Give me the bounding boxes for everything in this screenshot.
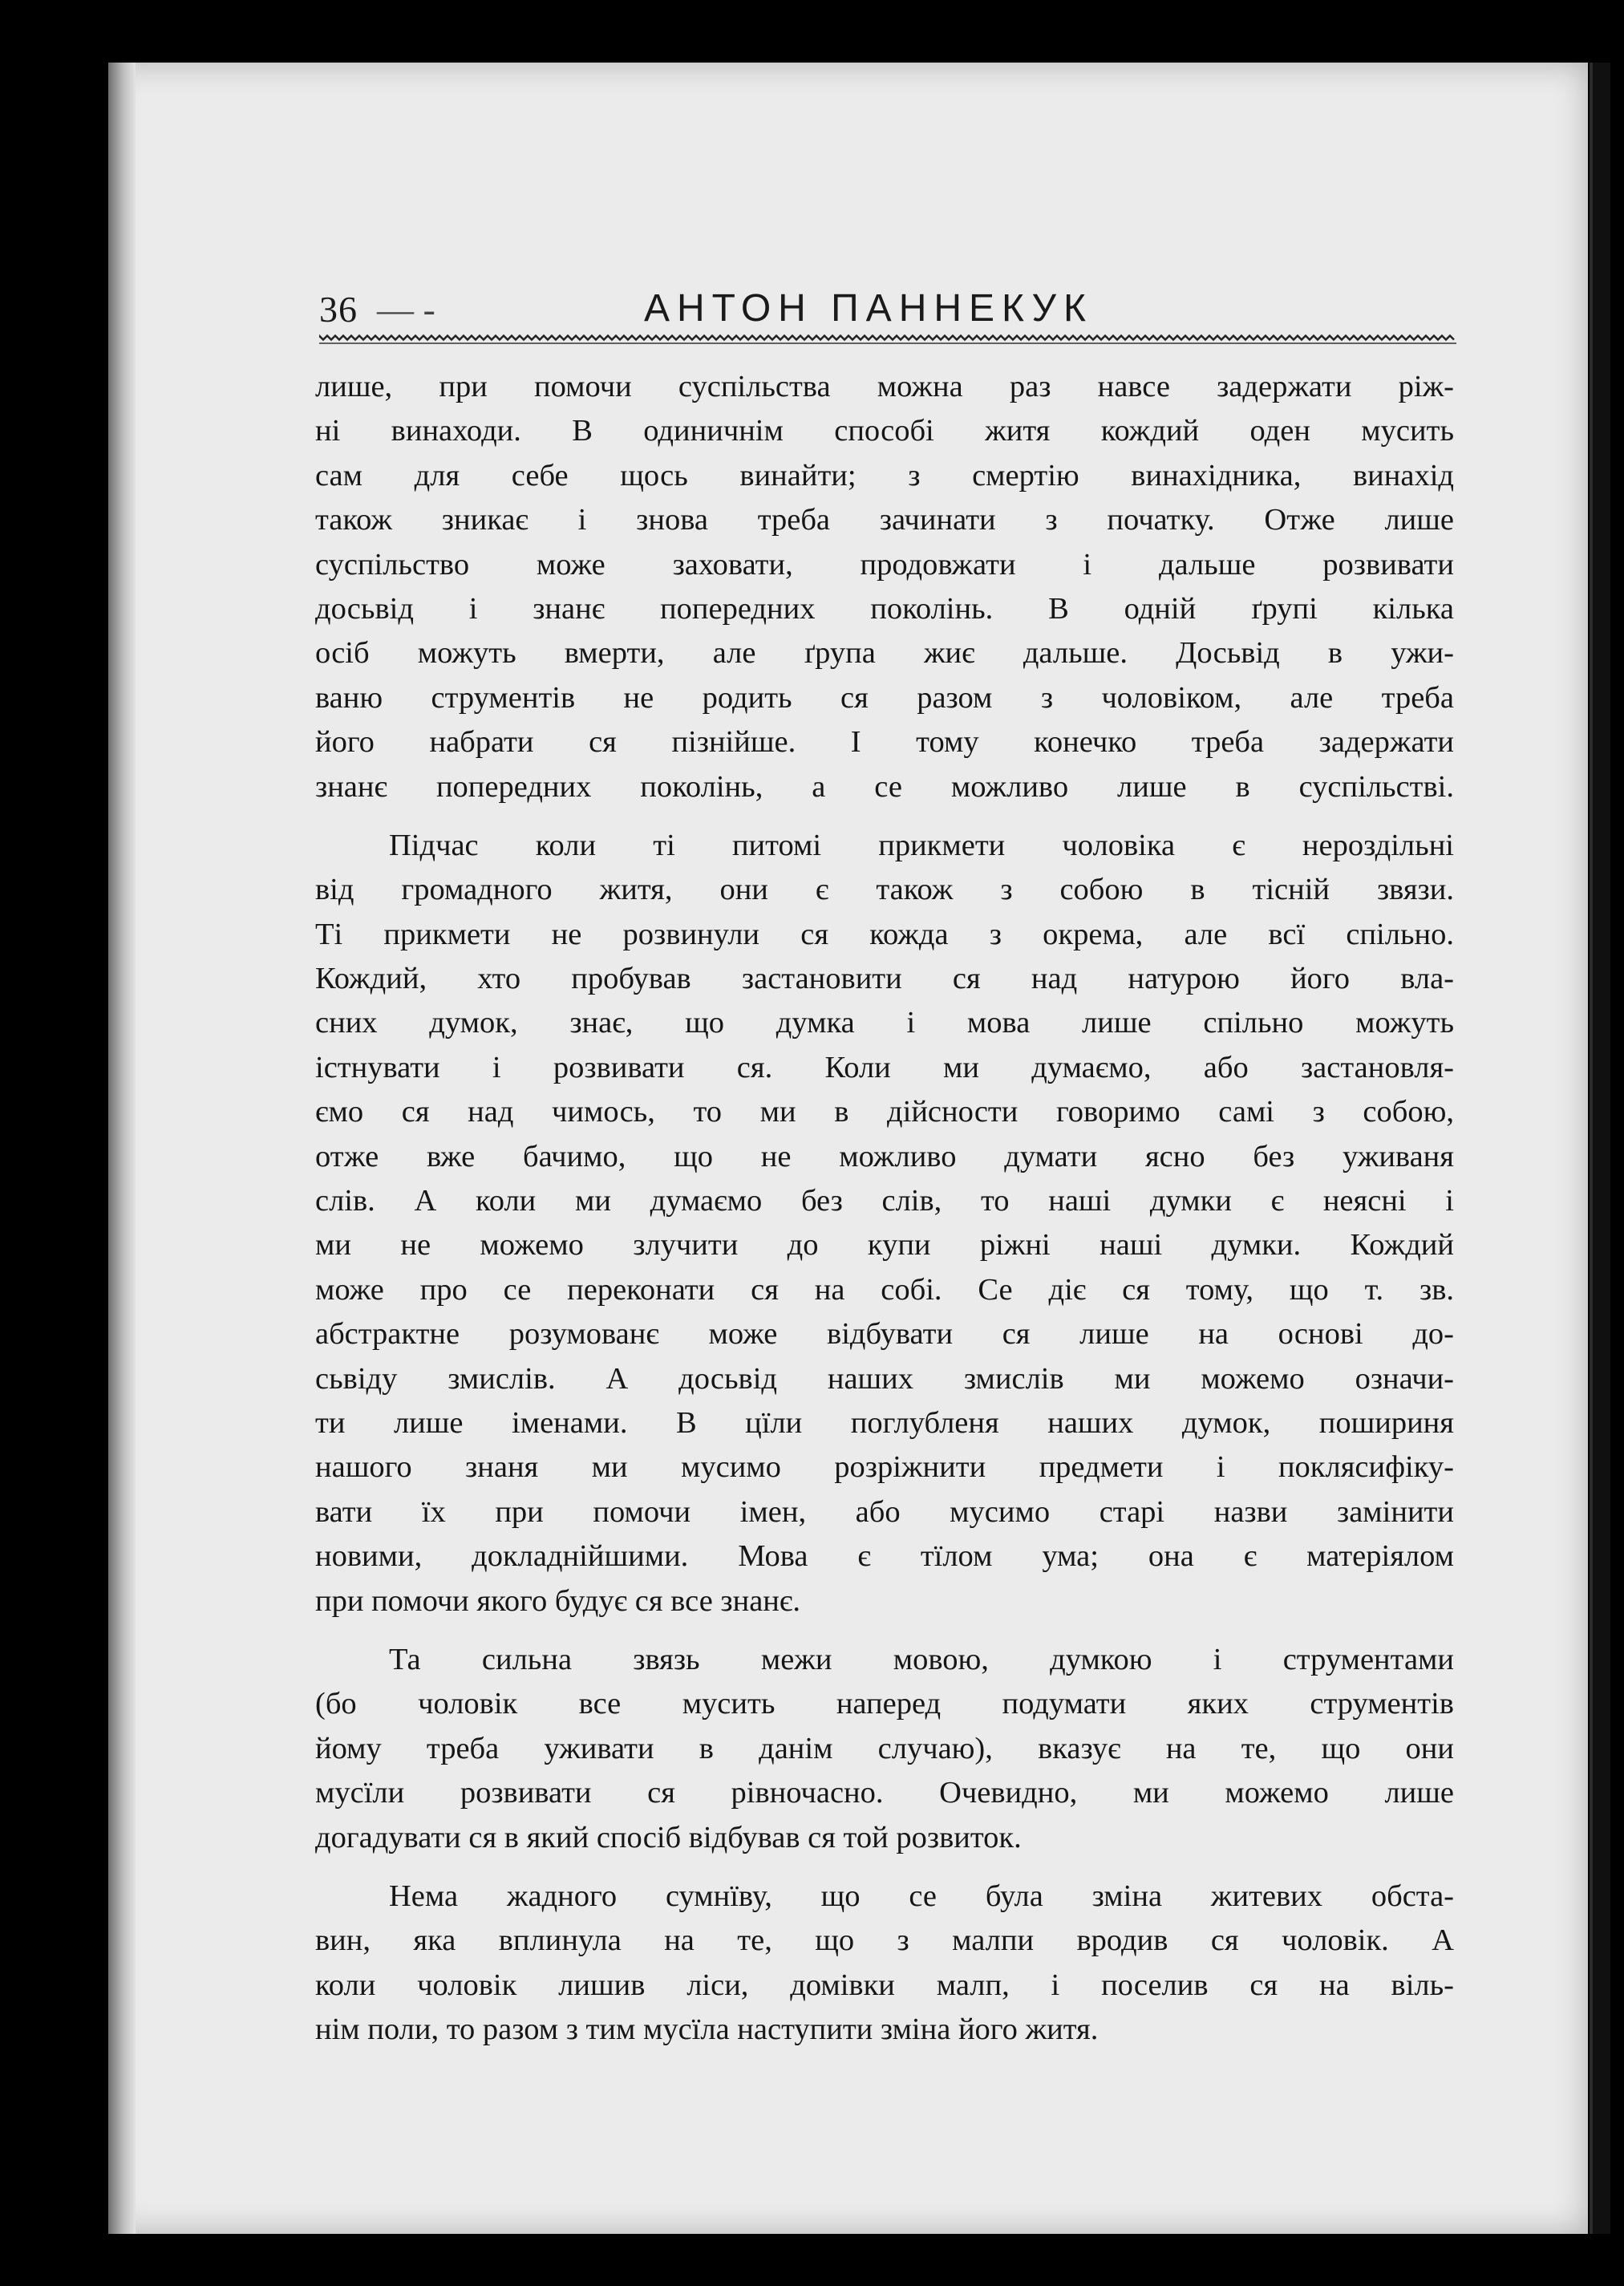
paragraph-gap	[315, 1623, 1454, 1638]
text-line: нім поли, то разом з тим мусїла наступити зміна його житя.	[315, 2012, 1099, 2047]
text-line: ні винаходи. В одиничнім способі житя кождий оден мусить	[315, 414, 1454, 448]
text-line: вин, яка вплинула на те, що з малпи вродив ся чоловік. А	[315, 1923, 1454, 1958]
paragraph	[315, 824, 1454, 1623]
paragraph	[315, 1875, 1454, 2053]
running-title: АНТОН ПАННЕКУК	[644, 287, 1093, 330]
text-line: лише, при помочи суспільства можна раз навсе задержати ріж-	[315, 370, 1454, 403]
text-line: Та сильна звязь межи мовою, думкою і струментами	[389, 1642, 1454, 1676]
text-line: ти лише іменами. В цїли поглубленя наших думок, пошириня	[315, 1405, 1454, 1440]
text-line: йому треба уживати в данім случаю), вказує на те, що они	[315, 1731, 1454, 1765]
next-page-edge	[1590, 63, 1610, 2234]
text-line: ваню струментів не родить ся разом з чоловіком, але треба	[315, 680, 1454, 715]
text-line: мусїли розвивати ся рівночасно. Очевидно, ми можемо лише	[315, 1776, 1454, 1810]
text-line: при помочи якого будує ся все знанє.	[315, 1583, 801, 1618]
text-line: знанє попередних поколінь, а се можливо лише в суспільстві.	[315, 769, 1454, 804]
text-line: може про се переконати ся на собі. Се діє ся тому, що т. зв.	[315, 1272, 1454, 1307]
text-line: (бо чоловік все мусить наперед подумати яких струментів	[315, 1687, 1454, 1721]
text-line: абстрактне розумованє може відбувати ся лише на основі до-	[315, 1317, 1454, 1352]
paragraph-gap	[315, 809, 1454, 824]
text-line: суспільство може заховати, продовжати і дальше розвивати	[315, 547, 1454, 582]
text-line: сьвіду змислів. А досьвід наших змислів ми можемо означи-	[315, 1361, 1454, 1396]
paragraph	[315, 365, 1454, 809]
text-line: ми не можемо злучити до купи ріжні наші думки. Кождий	[315, 1228, 1454, 1263]
page-binding-edge	[108, 63, 136, 2234]
text-line: істнувати і розвивати ся. Коли ми думаємо, або застановля-	[315, 1050, 1454, 1084]
header-dash: — -	[377, 289, 435, 330]
text-line: Кождий, хто пробував застановити ся над натурою його вла-	[315, 962, 1454, 996]
text-line: новими, докладнійшими. Мова є тїлом ума; она є матеріялом	[315, 1539, 1454, 1574]
text-line: його набрати ся пізнійше. І тому конечко треба задержати	[315, 725, 1454, 760]
text-line: від громадного житя, они є також з собою в тісній звязи.	[315, 873, 1454, 907]
text-line: осіб можуть вмерти, але ґрупа жиє дальше. Досьвід в ужи-	[315, 636, 1454, 671]
text-line: Ті прикмети не розвинули ся кожда з окрема, але всї спільно.	[315, 917, 1454, 951]
text-line: досьвід і знанє попередних поколінь. В одній ґрупі кілька	[315, 591, 1454, 626]
body-text	[315, 365, 1454, 2052]
text-line: ємо ся над чимось, то ми в дійсности говоримо самі з собою,	[315, 1095, 1454, 1129]
text-line: Підчас коли ті питомі прикмети чоловіка є нероздільні	[389, 828, 1454, 862]
text-line: сам для себе щось винайти; з смертію винахідника, винахід	[315, 458, 1454, 492]
text-line: догадувати ся в який спосіб відбував ся той розвиток.	[315, 1820, 1022, 1854]
text-line: отже вже бачимо, що не можливо думати ясно без уживаня	[315, 1139, 1454, 1173]
paragraph	[315, 1638, 1454, 1860]
text-line: сних думок, знає, що думка і мова лише спільно можуть	[315, 1006, 1454, 1040]
page-number: 36	[319, 289, 358, 330]
text-line: коли чоловік лишив ліси, домівки малп, і поселив ся на віль-	[315, 1968, 1454, 2002]
text-line: нашого знаня ми мусимо розріжнити предмети і поклясифіку-	[315, 1450, 1454, 1485]
text-line: слів. А коли ми думаємо без слів, то наші думки є неясні і	[315, 1184, 1454, 1218]
running-head	[319, 277, 1456, 333]
text-line: також зникає і знова треба зачинати з початку. Отже лише	[315, 503, 1454, 537]
wavy-header-rule	[319, 334, 1456, 345]
paragraph-gap	[315, 1860, 1454, 1875]
text-line: Нема жадного сумнїву, що се була зміна житевих обста-	[389, 1879, 1454, 1913]
text-line: вати їх при помочи імен, або мусимо старі назви замінити	[315, 1494, 1454, 1529]
